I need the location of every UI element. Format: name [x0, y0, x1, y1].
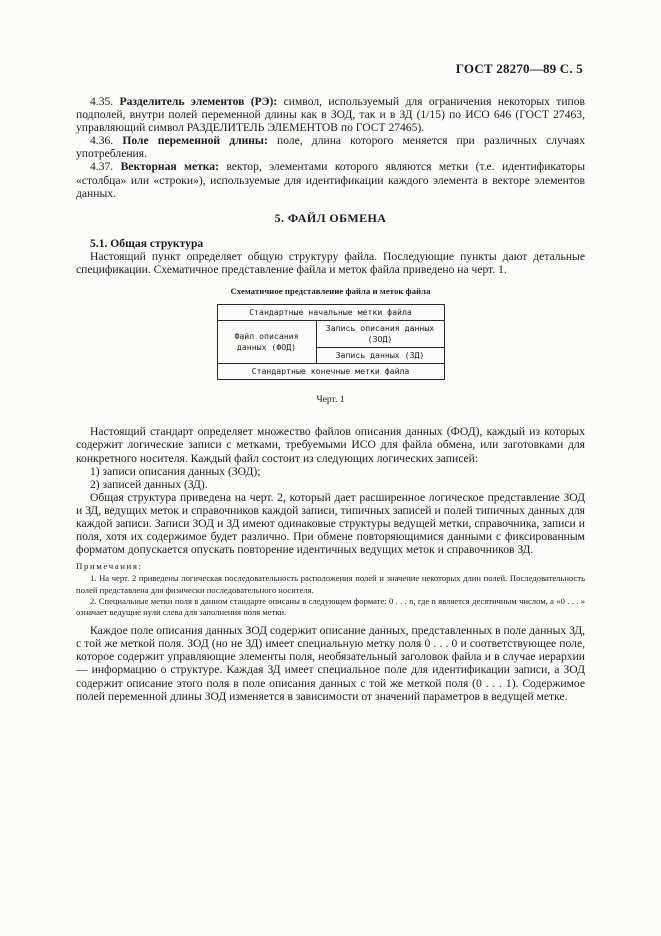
definition-term: Векторная метка:: [120, 160, 219, 174]
figure-caption: Схематичное представление файла и меток файла: [230, 286, 431, 297]
document-body: [76, 95, 585, 703]
subsection-title: 5.1. Общая структура: [90, 236, 204, 250]
records-list: [76, 465, 585, 491]
diagram-data-record: Запись данных (ЗД): [316, 348, 444, 364]
definition-4-35: [76, 95, 585, 134]
definition-4-37: [76, 160, 585, 199]
definition-term: Разделитель элементов (РЭ):: [119, 95, 278, 108]
definition-term: Поле переменной длины:: [122, 134, 268, 148]
page-header-code: ГОСТ 28270—89 С. 5: [455, 61, 583, 76]
definition-4-36: [76, 134, 585, 160]
paragraph-general-structure: Общая структура приведена на черт. 2, который дает расширенное логическое представление ЗОД и ЗД, ведущих меток и справочников каждой записи, типичных записей и полей типичных данных для каждой записи. Записи ЗОД и ЗД имеют одинаковые структуры ведущей метки, справочника, записи и поля, хотя их содержимое будет различно. При обмене повторяющимися данными с фиксированным форматом допускается опускать повторение идентичных ведущих меток и справочников ЗД.: [76, 490, 585, 557]
diagram-start-labels: Стандартные начальные метки файла: [217, 305, 444, 321]
list-item: 2) записей данных (ЗД).: [90, 477, 208, 491]
definition-number: 4.37.: [90, 160, 114, 174]
note-item: 1. На черт. 2 приведены логическая последовательность расположения полей и значение некоторых длин полей. Последовательность полей представлена для физически последовательного носителя.: [76, 573, 585, 595]
notes-title: Примечания:: [76, 561, 143, 572]
figure-label: Черт. 1: [316, 395, 345, 406]
definition-number: 4.35.: [90, 95, 114, 108]
paragraph-field-description: Каждое поле описания данных ЗОД содержит описание данных, представленных в поле данных ЗД, с той же меткой поля. ЗОД (но не ЗД) имеет специальную метку поля 0 . . . 0 и соответствующее поле, которое содержит управляющие элементы поля, необязательный заголовок файла и в случае иерархии — информацию о структуре. Каждая ЗД имеет специальное поле для идентификации записи, а ЗОД содержит описание этого поля в поле описания данных с той же меткой поля (0 . . . 1). Содержимое полей переменной длины ЗОД изменяется в зависимости от значений параметров в ведущей метке.: [76, 624, 585, 703]
definition-text: вектор, элементами которого являются метки (т.е. идентификаторы «столбца» или «строки»), используемые для идентификации каждого элемента в векторе элементов данных.: [76, 160, 586, 200]
note-item: 2. Специальные метки поля в данном стандарте описаны в следующем формате: 0 . . . n, где n является десятичным числом, а «0 . . . » означает ведущие нули слева для заполнения поля метки.: [76, 595, 585, 617]
subsection-paragraph: Настоящий пункт определяет общую структуру файла. Последующие пункты дают детальные спецификации. Схематичное представление файла и меток файла приведено на черт. 1.: [76, 249, 585, 277]
paragraph-file-sets: Настоящий стандарт определяет множество файлов описания данных (ФОД), каждый из которых содержит логические записи с метками, требуемыми ИСО для файла обмена, или заготовками для конкретного носителя. Каждый файл состоит из следующих логических записей:: [76, 425, 585, 465]
diagram-end-labels: Стандартные конечные метки файла: [217, 364, 444, 380]
file-structure-diagram: [217, 304, 445, 380]
definition-number: 4.36.: [90, 134, 114, 148]
diagram-data-description-file: Файл описания данных (ФОД): [217, 321, 316, 364]
definition-text: символ, используемый для ограничения некоторых типов подполей, внутри полей переменной длины как в ЗОД, так и в ЗД (1/15) по ИСО 646 (ГОСТ 27463, управляющий символ РАЗДЕЛИТЕЛЬ ЭЛЕМЕНТОВ по ГОСТ 27465).: [76, 95, 586, 135]
list-item: 1) записи описания данных (ЗОД);: [90, 464, 261, 478]
section-title: 5. ФАЙЛ ОБМЕНА: [274, 210, 387, 225]
diagram-data-description-record: Запись описания данных (ЗОД): [316, 321, 444, 348]
definition-text: поле, длина которого меняется при различных случаях употребления.: [76, 134, 585, 161]
